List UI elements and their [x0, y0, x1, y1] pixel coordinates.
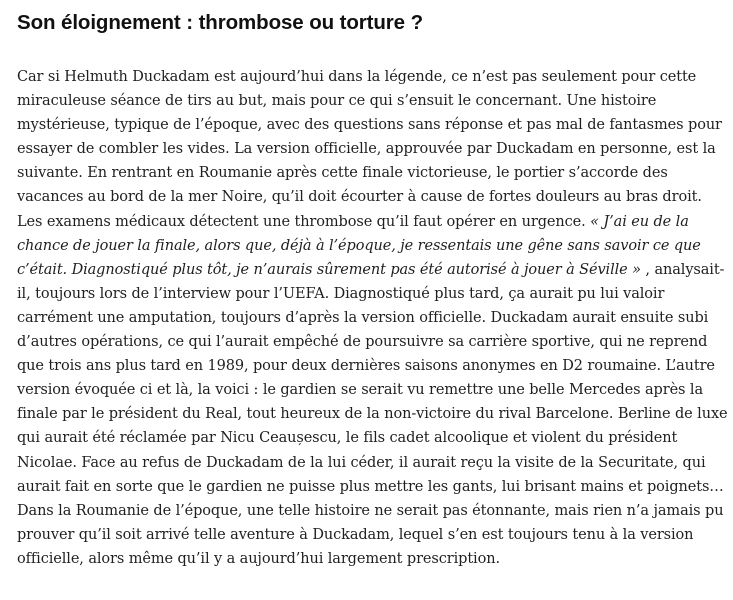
- interview-quote: « J’ai eu de la chance de jouer la finale, alors que, déjà à l’époque, je ressentais une gêne sans savoir ce que c’était. Diagnostiqué plus tôt, je n’aurais sûrement pas été autorisé à jouer à Séville »: [17, 213, 701, 278]
- section-heading: Son éloignement : thrombose ou torture ?: [17, 11, 424, 34]
- paragraph-text-part2: , analysait-il, toujours lors de l’interview pour l’UEFA. Diagnostiqué plus tard, ça aurait pu lui valoir carrément une amputation, toujours d’après la version officielle. Duckadam aurait ensuite subi d’autres opérations, ce qui l’aurait empêché de poursuivre sa carrière sportive, qui ne reprend que trois ans plus tard en 1989, pour deux dernières saisons anonymes en D2 roumaine. L’autre version évoquée ci et là, la voici : le gardien se serait vu remettre une belle Mercedes après la finale par le président du Real, tout heureux de la non-victoire du rival Barcelone. Berline de luxe qui aurait été réclamée par Nicu Ceaușescu, le fils cadet alcoolique et violent du président Nicolae. Face au refus de Duckadam de la lui céder, il aurait reçu la visite de la Securitate, qui aurait fait en sorte que le gardien ne puisse plus mettre les gants, lui brisant mains et poignets… Dans la Roumanie de l’époque, une telle histoire ne serait pas étonnante, mais rien n’a jamais pu prouver qu’il soit arrivé telle aventure à Duckadam, lequel s’en est toujours tenu à la version officielle, alors même qu’il y a aujourd’hui largement prescription.: [17, 261, 728, 567]
- article-section: [17, 8, 729, 571]
- article-paragraph: [17, 65, 729, 571]
- paragraph-text-part1: Car si Helmuth Duckadam est aujourd’hui dans la légende, ce n’est pas seulement pour cette miraculeuse séance de tirs au but, mais pour ce qui s’ensuit le concernant. Une histoire mystérieuse, typique de l’époque, avec des questions sans réponse et pas mal de fantasmes pour essayer de combler les vides. La version officielle, approuvée par Duckadam en personne, est la suivante. En rentrant en Roumanie après cette finale victorieuse, le portier s’accorde des vacances au bord de la mer Noire, qu’il doit écourter à cause de fortes douleurs au bras droit. Les examens médicaux détectent une thrombose qu’il faut opérer en urgence.: [17, 69, 722, 230]
